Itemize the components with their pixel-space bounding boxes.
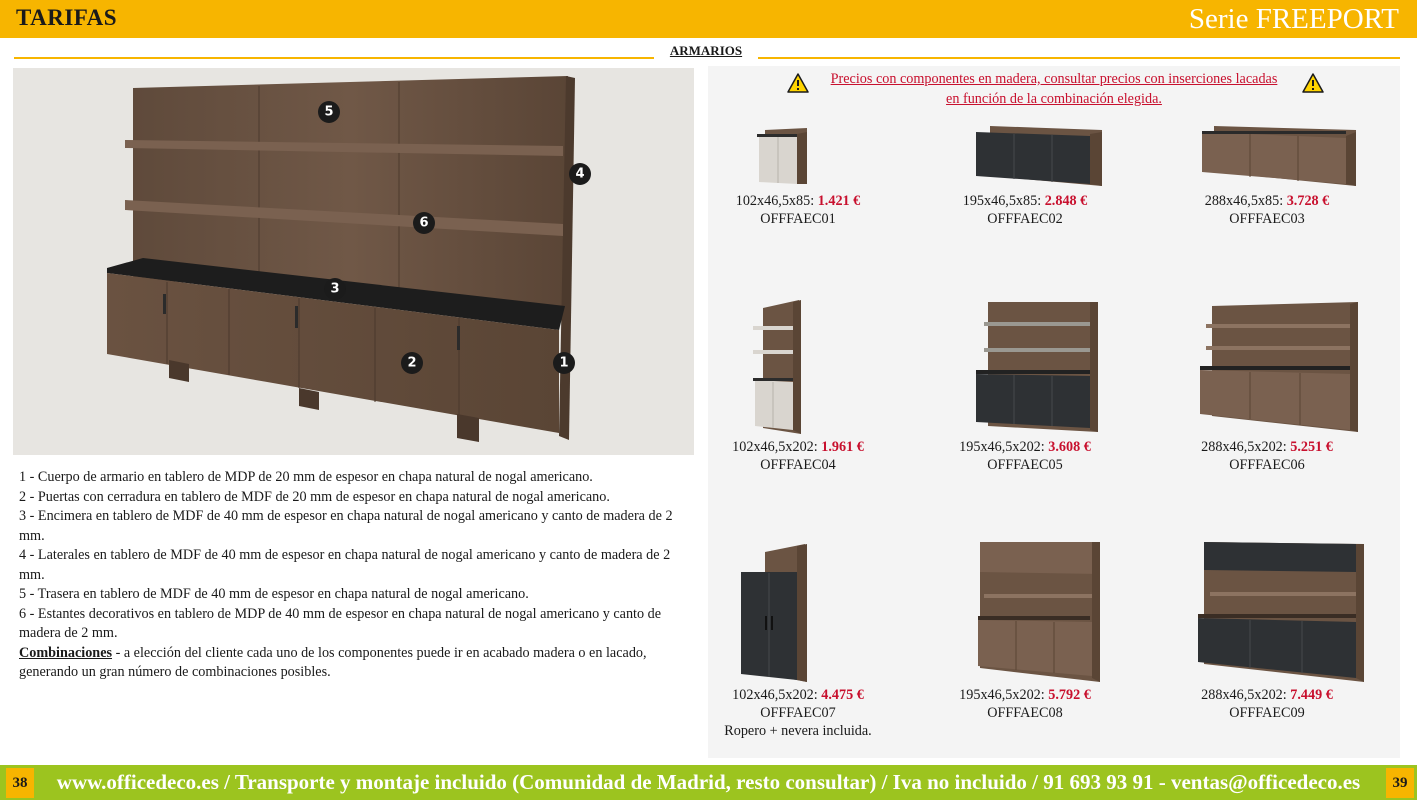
product-price: 5.251 € xyxy=(1290,439,1333,455)
product-image-offfaec04 xyxy=(683,298,913,438)
description-item: 1 - Cuerpo de armario en tablero de MDP de 20 mm de espesor en chapa natural de nogal americano. xyxy=(19,469,593,485)
header-bar xyxy=(0,0,1417,38)
product-card-offfaec03 xyxy=(1152,122,1382,228)
hero-marker-4 xyxy=(569,163,591,185)
product-image-offfaec07 xyxy=(683,542,913,686)
product-image-offfaec01 xyxy=(683,122,913,192)
product-price: 7.449 € xyxy=(1290,687,1333,703)
product-price: 1.421 € xyxy=(817,193,861,209)
product-size: 288x46,5x202: xyxy=(1201,439,1291,455)
product-code: OFFFAEC02 xyxy=(987,211,1063,227)
description-item: 6 - Estantes decorativos en tablero de MDP de 40 mm de espesor en chapa natural de nogal americano y canto de madera de 2 mm. xyxy=(19,605,662,641)
product-note: Ropero + nevera incluida. xyxy=(724,723,872,739)
hero-marker-6 xyxy=(413,212,435,234)
svg-text:5: 5 xyxy=(324,104,334,120)
product-card-offfaec05 xyxy=(910,298,1140,474)
product-price: 3.608 € xyxy=(1048,439,1091,455)
description-item: 3 - Encimera en tablero de MDF de 40 mm de espesor en chapa natural de nogal americano y canto de madera de 2 mm. xyxy=(19,508,673,544)
hero-marker-2 xyxy=(401,352,423,374)
footer-contact-text: www.officedeco.es / Transporte y montaje incluido (Comunidad de Madrid, resto consultar) / Iva no incluido / 91 693 93 91 - ventas@officedeco.es xyxy=(56,770,1361,794)
combinations-label: Combinaciones xyxy=(19,644,113,661)
svg-text:4: 4 xyxy=(575,166,585,182)
product-size: 102x46,5x202: xyxy=(732,439,822,455)
page-number-right: 39 xyxy=(1386,768,1414,798)
hero-cabinet-illustration xyxy=(13,68,694,455)
section-divider-right xyxy=(758,57,1400,59)
product-image-offfaec02 xyxy=(910,122,1140,192)
price-notice-line-1: Precios con componentes en madera, consultar precios con inserciones lacadas xyxy=(830,71,1278,87)
description-item: 2 - Puertas con cerradura en tablero de MDF de 20 mm de espesor en chapa natural de nogal americano. xyxy=(19,488,610,505)
product-card-offfaec06 xyxy=(1152,298,1382,474)
page-number-left: 38 xyxy=(6,768,34,798)
hero-marker-1 xyxy=(553,352,575,374)
product-code: OFFFAEC05 xyxy=(987,457,1063,473)
product-size: 288x46,5x202: xyxy=(1201,687,1291,703)
product-size: 102x46,5x202: xyxy=(732,687,822,703)
product-card-offfaec07 xyxy=(683,542,913,740)
product-card-offfaec02 xyxy=(910,122,1140,228)
combinations-note xyxy=(19,644,695,683)
product-image-offfaec05 xyxy=(910,298,1140,438)
product-size: 288x46,5x85: xyxy=(1204,193,1287,209)
product-code: OFFFAEC04 xyxy=(760,457,836,473)
product-price: 1.961 € xyxy=(821,439,864,455)
combinations-text: - a elección del cliente cada uno de los componentes puede ir en acabado madera o en lacado, generando un gran número de combinaciones posibles. xyxy=(19,644,647,680)
svg-text:2: 2 xyxy=(407,355,417,371)
product-card-offfaec08 xyxy=(910,542,1140,722)
warning-icon xyxy=(1302,73,1324,93)
hero-marker-3 xyxy=(324,278,346,300)
product-price: 3.728 € xyxy=(1286,193,1330,209)
hero-cabinet-image xyxy=(13,68,694,455)
product-size: 195x46,5x202: xyxy=(959,687,1049,703)
product-code: OFFFAEC03 xyxy=(1229,211,1305,227)
product-code: OFFFAEC06 xyxy=(1229,457,1305,473)
product-card-offfaec04 xyxy=(683,298,913,474)
svg-text:6: 6 xyxy=(419,215,429,231)
product-price: 4.475 € xyxy=(821,687,864,703)
product-image-offfaec03 xyxy=(1152,122,1382,192)
product-code: OFFFAEC07 xyxy=(760,705,836,721)
svg-text:1: 1 xyxy=(559,355,569,371)
price-notice-line-2: en función de la combinación elegida. xyxy=(946,90,1162,107)
hero-marker-5 xyxy=(318,101,340,123)
section-title: ARMARIOS xyxy=(669,43,743,58)
product-price: 5.792 € xyxy=(1048,687,1091,703)
price-panel xyxy=(708,66,1400,758)
product-size: 102x46,5x85: xyxy=(735,193,818,209)
product-image-offfaec09 xyxy=(1152,542,1382,686)
product-code: OFFFAEC01 xyxy=(760,211,836,227)
product-price: 2.848 € xyxy=(1044,193,1088,209)
page-title: TARIFAS xyxy=(16,5,118,30)
description-item: 5 - Trasera en tablero de MDF de 40 mm de espesor en chapa natural de nogal americano. xyxy=(19,586,529,602)
product-image-offfaec06 xyxy=(1152,298,1382,438)
series-title: Serie FREEPORT xyxy=(1188,3,1399,35)
product-size: 195x46,5x202: xyxy=(959,439,1049,455)
product-code: OFFFAEC08 xyxy=(987,705,1063,721)
product-card-offfaec01 xyxy=(683,122,913,228)
product-image-offfaec08 xyxy=(910,542,1140,686)
price-notice xyxy=(708,70,1400,109)
svg-text:3: 3 xyxy=(330,281,340,297)
footer-bar xyxy=(0,765,1417,800)
product-card-offfaec09 xyxy=(1152,542,1382,722)
section-divider-left xyxy=(14,57,654,59)
description-item: 4 - Laterales en tablero de MDF de 40 mm de espesor en chapa natural de nogal americano y canto de madera de 2 mm. xyxy=(19,547,671,583)
product-code: OFFFAEC09 xyxy=(1229,705,1305,721)
product-size: 195x46,5x85: xyxy=(962,193,1045,209)
component-description xyxy=(19,468,695,683)
